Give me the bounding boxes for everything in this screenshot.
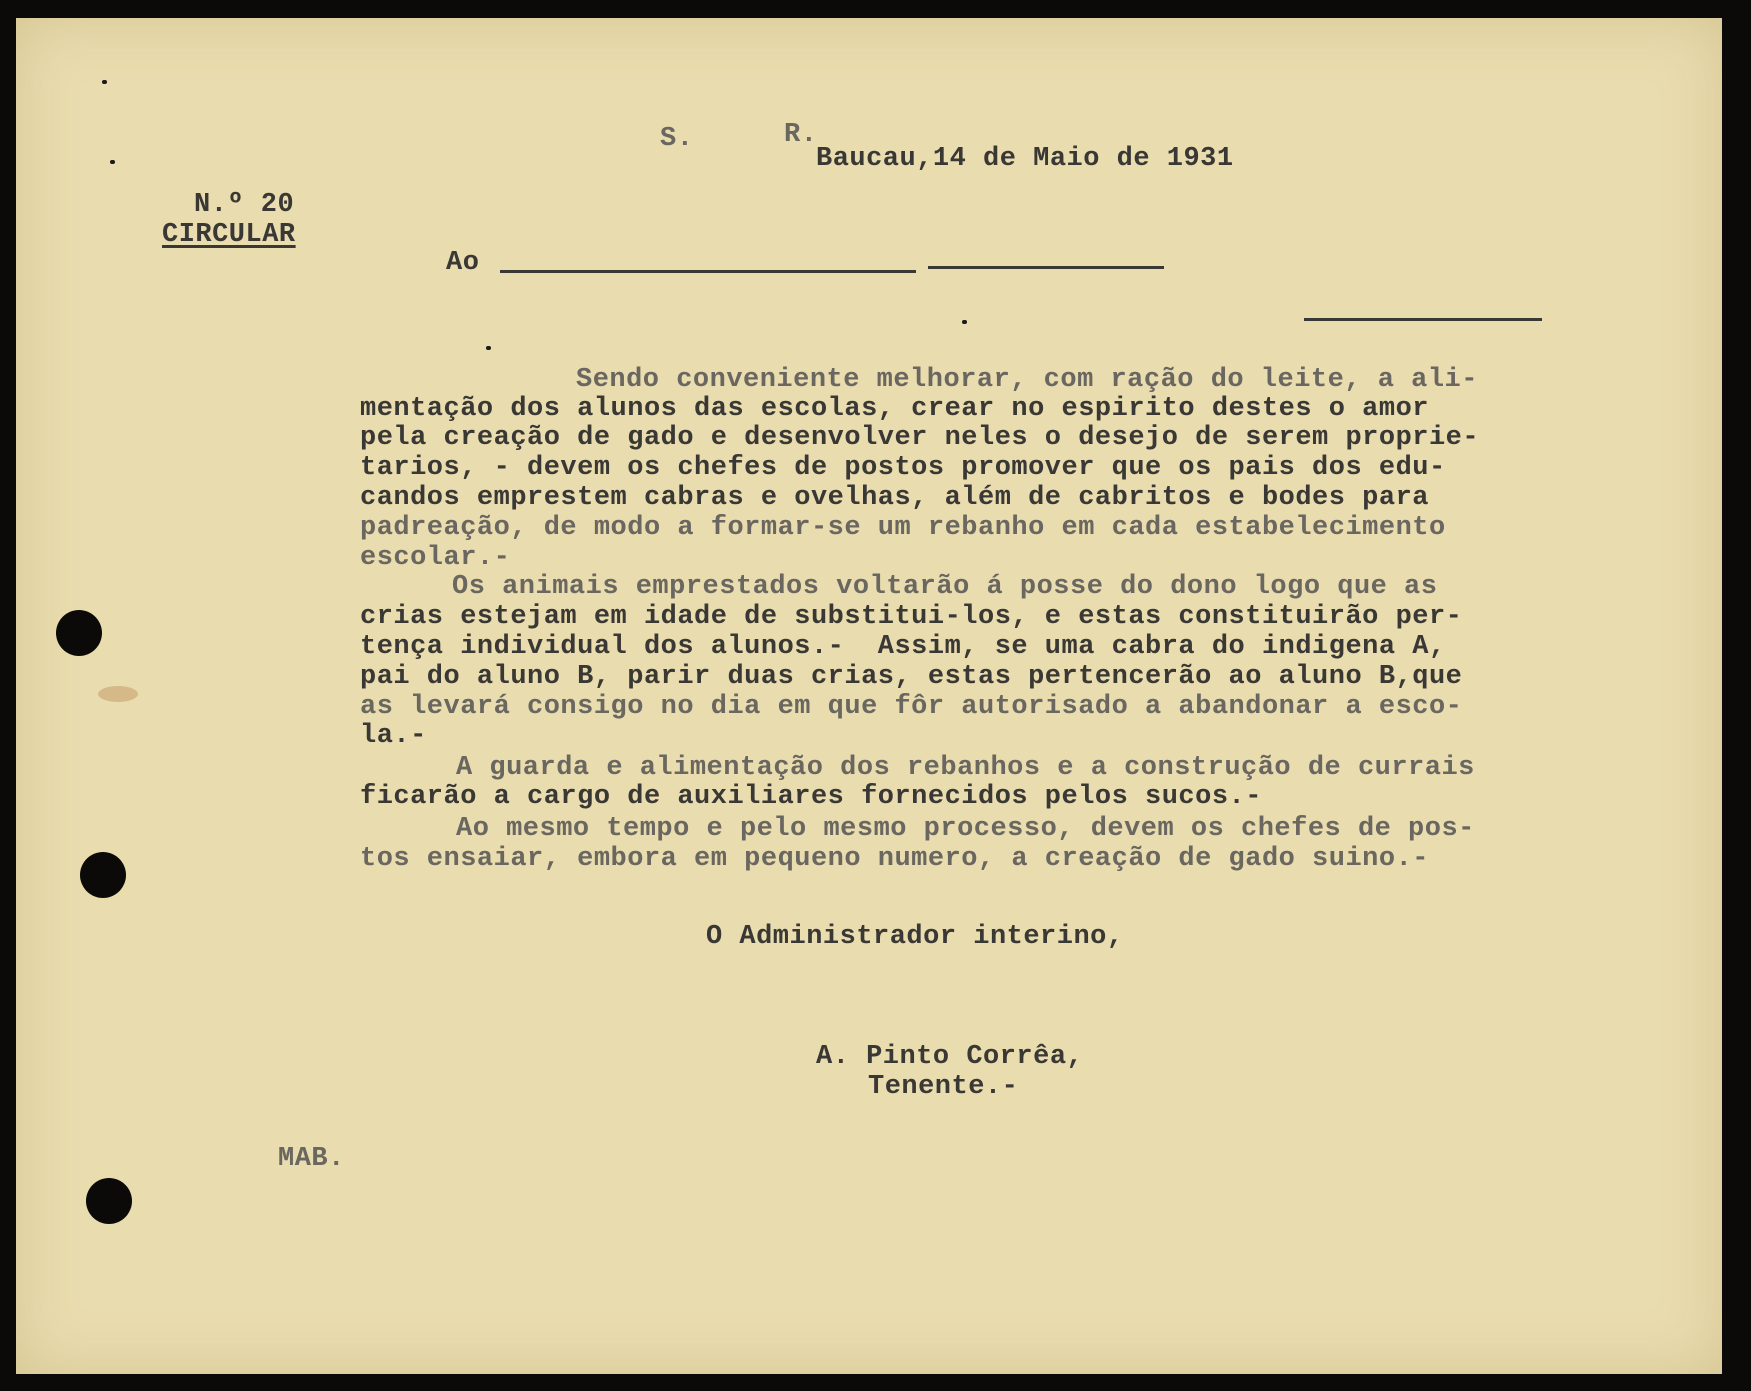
body-line: pela creação de gado e desenvolver neles o desejo de serem proprie-	[360, 423, 1480, 453]
document-page	[16, 18, 1722, 1374]
sr-right: R.	[784, 120, 818, 150]
body-line: pai do aluno B, parir duas crias, estas pertencerão ao aluno B,que	[360, 662, 1463, 692]
body-line: A guarda e alimentação dos rebanhos e a construção de currais	[456, 753, 1475, 783]
signatory-name: A. Pinto Corrêa,	[816, 1042, 1084, 1072]
punch-hole	[80, 852, 126, 898]
ink-speck	[486, 346, 491, 350]
ink-speck	[102, 80, 107, 84]
punch-hole	[86, 1178, 132, 1224]
body-line: la.-	[360, 721, 427, 751]
body-line: Os animais emprestados voltarão á posse do dono logo que as	[452, 572, 1438, 602]
signatory-rank: Tenente.-	[868, 1072, 1019, 1102]
ink-speck	[110, 160, 115, 164]
body-line: mentação dos alunos das escolas, crear no espirito destes o amor	[360, 394, 1429, 424]
body-line: padreação, de modo a formar-se um rebanho em cada estabelecimento	[360, 513, 1446, 543]
body-line: Sendo conveniente melhorar, com ração do leite, a ali-	[576, 365, 1478, 395]
body-line: crias estejam em idade de substitui-los, e estas constituirão per-	[360, 602, 1463, 632]
circular-number: N.º 20	[194, 190, 295, 220]
body-line: escolar.-	[360, 543, 511, 573]
document-type: CIRCULAR	[162, 220, 296, 250]
body-line: tença individual dos alunos.- Assim, se uma cabra do indigena A,	[360, 632, 1446, 662]
addressee-label: Ao	[446, 248, 480, 278]
punch-hole	[56, 610, 102, 656]
body-line: candos emprestem cabras e ovelhas, além de cabritos e bodes para	[360, 483, 1429, 513]
body-line: tarios, - devem os chefes de postos promover que os pais dos edu-	[360, 453, 1446, 483]
addressee-line-1	[500, 270, 916, 273]
sign-off: O Administrador interino,	[706, 922, 1124, 952]
place-date: Baucau,14 de Maio de 1931	[816, 144, 1234, 174]
addressee-line-2	[928, 266, 1164, 269]
ink-speck	[962, 320, 967, 324]
body-line: as levará consigo no dia em que fôr autorisado a abandonar a esco-	[360, 692, 1463, 722]
body-line: tos ensaiar, embora em pequeno numero, a creação de gado suino.-	[360, 844, 1429, 874]
addressee-line-3	[1304, 318, 1542, 321]
sr-left: S.	[660, 124, 694, 154]
body-line: Ao mesmo tempo e pelo mesmo processo, devem os chefes de pos-	[456, 814, 1475, 844]
paper-stain	[98, 686, 138, 702]
typist-initials: MAB.	[278, 1144, 345, 1174]
body-line: ficarão a cargo de auxiliares fornecidos pelos sucos.-	[360, 782, 1262, 812]
